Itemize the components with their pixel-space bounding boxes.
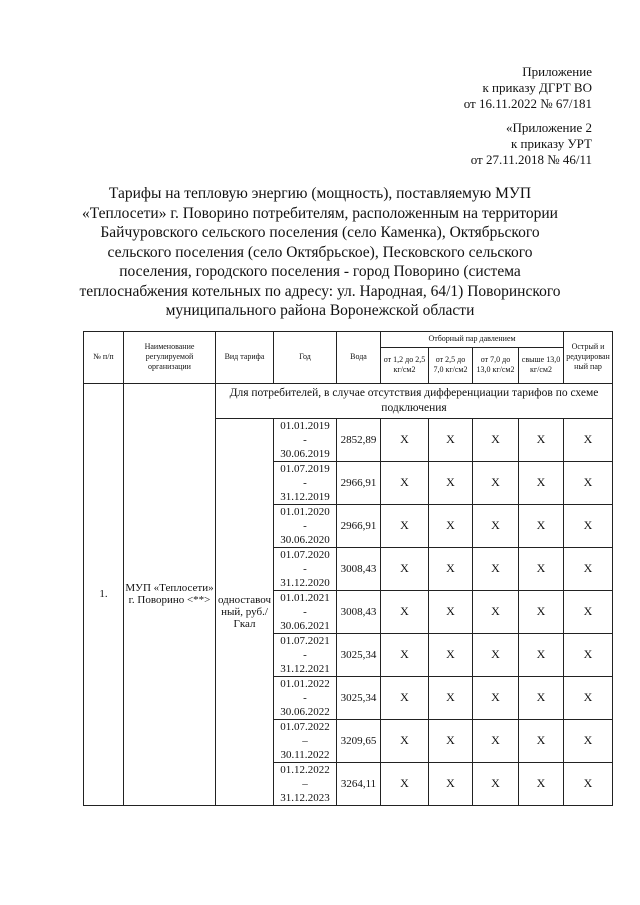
header-org: Наименование регулируемой организации <box>124 331 216 383</box>
steam-p4-cell: X <box>519 461 564 504</box>
period-sep: - <box>303 519 307 532</box>
steam-p3-cell: X <box>473 547 519 590</box>
steam-sharp-cell: X <box>564 719 613 762</box>
steam-sharp-cell: X <box>564 504 613 547</box>
period-to: 31.12.2020 <box>280 576 330 589</box>
steam-p4-cell: X <box>519 590 564 633</box>
period-sep: - <box>303 562 307 575</box>
tariff-type: одноставочный, руб./Гкал <box>216 418 274 805</box>
steam-p1-cell: X <box>381 590 429 633</box>
steam-p1-cell: X <box>381 719 429 762</box>
appendix-label-2: «Приложение 2 <box>505 120 592 135</box>
steam-p3-cell: X <box>473 418 519 461</box>
steam-p1-cell: X <box>381 461 429 504</box>
steam-p1-cell: X <box>381 762 429 805</box>
order-name-2: к приказу УРТ <box>510 136 592 151</box>
steam-p2-cell: X <box>429 547 473 590</box>
header-year: Год <box>274 331 337 383</box>
steam-p4-cell: X <box>519 633 564 676</box>
period-sep: - <box>303 433 307 446</box>
period-sep: - <box>303 605 307 618</box>
steam-p3-cell: X <box>473 461 519 504</box>
order-name: к приказу ДГРТ ВО <box>482 80 592 95</box>
header-steam: Отборный пар давлением <box>381 331 564 347</box>
water-tariff: 2966,91 <box>337 504 381 547</box>
steam-p2-cell: X <box>429 418 473 461</box>
steam-sharp-cell: X <box>564 418 613 461</box>
period-from: 01.01.2020 <box>280 505 330 518</box>
water-tariff: 3008,43 <box>337 590 381 633</box>
period-to: 31.12.2023 <box>280 791 330 804</box>
period-cell <box>274 418 337 461</box>
header-p2: от 2,5 до 7,0 кг/см2 <box>429 347 473 383</box>
steam-p2-cell: X <box>429 719 473 762</box>
steam-p1-cell: X <box>381 547 429 590</box>
period-to: 31.12.2021 <box>280 662 330 675</box>
period-sep: - <box>303 691 307 704</box>
period-from: 01.01.2022 <box>280 677 330 690</box>
steam-sharp-cell: X <box>564 590 613 633</box>
water-tariff: 3025,34 <box>337 633 381 676</box>
period-cell <box>274 633 337 676</box>
steam-p1-cell: X <box>381 504 429 547</box>
period-from: 01.07.2019 <box>280 462 330 475</box>
period-sep: - <box>303 476 307 489</box>
steam-p2-cell: X <box>429 461 473 504</box>
steam-p2-cell: X <box>429 762 473 805</box>
order-date: от 16.11.2022 № 67/181 <box>463 96 592 111</box>
steam-p4-cell: X <box>519 762 564 805</box>
period-sep: – <box>302 734 308 747</box>
period-to: 30.06.2022 <box>280 705 330 718</box>
header-water: Вода <box>337 331 381 383</box>
steam-p3-cell: X <box>473 590 519 633</box>
period-from: 01.07.2022 <box>280 720 330 733</box>
steam-p1-cell: X <box>381 633 429 676</box>
document-title: Тарифы на тепловую энергию (мощность), поставляемую МУП «Теплосети» г. Поворино потребителям, расположенным на территории Байчуровского сельского поселения (село Каменка), Октябрьского сельского поселения (село Октябрьское), Песковского сельского поселения, городского поселения - город Поворино (система теплоснабжения котельных по адресу: ул. Народная, 64/1) Поворинского муниципального района Воронежской области <box>79 185 561 319</box>
steam-p2-cell: X <box>429 504 473 547</box>
period-cell <box>274 719 337 762</box>
org-name: МУП «Теплосети» г. Поворино <**> <box>124 383 216 805</box>
period-cell <box>274 504 337 547</box>
appendix-label: Приложение <box>522 64 592 79</box>
row-num: 1. <box>84 383 124 805</box>
steam-p2-cell: X <box>429 633 473 676</box>
subheader: Для потребителей, в случае отсутствия дифференциации тарифов по схеме подключения <box>216 383 613 418</box>
header-p3: от 7,0 до 13,0 кг/см2 <box>473 347 519 383</box>
period-cell <box>274 590 337 633</box>
steam-p4-cell: X <box>519 719 564 762</box>
period-sep: – <box>302 777 308 790</box>
steam-p1-cell: X <box>381 418 429 461</box>
period-to: 30.11.2022 <box>280 748 330 761</box>
header-sharp-steam: Острый и редуцированный пар <box>564 331 613 383</box>
tariff-table <box>83 331 613 806</box>
period-to: 30.06.2020 <box>280 533 330 546</box>
steam-p3-cell: X <box>473 719 519 762</box>
period-cell <box>274 547 337 590</box>
header-type: Вид тарифа <box>216 331 274 383</box>
steam-p3-cell: X <box>473 676 519 719</box>
period-from: 01.07.2020 <box>280 548 330 561</box>
header-p4: свыше 13,0 кг/см2 <box>519 347 564 383</box>
period-to: 31.12.2019 <box>280 490 330 503</box>
steam-p2-cell: X <box>429 590 473 633</box>
period-from: 01.01.2021 <box>280 591 330 604</box>
period-from: 01.07.2021 <box>280 634 330 647</box>
original-order-reference <box>292 120 592 168</box>
water-tariff: 3008,43 <box>337 547 381 590</box>
steam-p1-cell: X <box>381 676 429 719</box>
steam-sharp-cell: X <box>564 676 613 719</box>
steam-p3-cell: X <box>473 762 519 805</box>
water-tariff: 3025,34 <box>337 676 381 719</box>
steam-p3-cell: X <box>473 504 519 547</box>
steam-p4-cell: X <box>519 418 564 461</box>
water-tariff: 3209,65 <box>337 719 381 762</box>
header-p1: от 1,2 до 2,5 кг/см2 <box>381 347 429 383</box>
period-cell <box>274 461 337 504</box>
period-cell <box>274 676 337 719</box>
steam-p4-cell: X <box>519 547 564 590</box>
period-from: 01.12.2022 <box>280 763 330 776</box>
steam-p4-cell: X <box>519 676 564 719</box>
period-to: 30.06.2019 <box>280 447 330 460</box>
water-tariff: 2966,91 <box>337 461 381 504</box>
order-date-2: от 27.11.2018 № 46/11 <box>470 152 592 167</box>
water-tariff: 3264,11 <box>337 762 381 805</box>
steam-sharp-cell: X <box>564 547 613 590</box>
steam-sharp-cell: X <box>564 633 613 676</box>
steam-p2-cell: X <box>429 676 473 719</box>
steam-sharp-cell: X <box>564 461 613 504</box>
period-to: 30.06.2021 <box>280 619 330 632</box>
period-sep: - <box>303 648 307 661</box>
period-cell <box>274 762 337 805</box>
water-tariff: 2852,89 <box>337 418 381 461</box>
period-from: 01.01.2019 <box>280 419 330 432</box>
header-num: № п/п <box>84 331 124 383</box>
order-reference <box>292 64 592 112</box>
steam-p3-cell: X <box>473 633 519 676</box>
steam-sharp-cell: X <box>564 762 613 805</box>
steam-p4-cell: X <box>519 504 564 547</box>
